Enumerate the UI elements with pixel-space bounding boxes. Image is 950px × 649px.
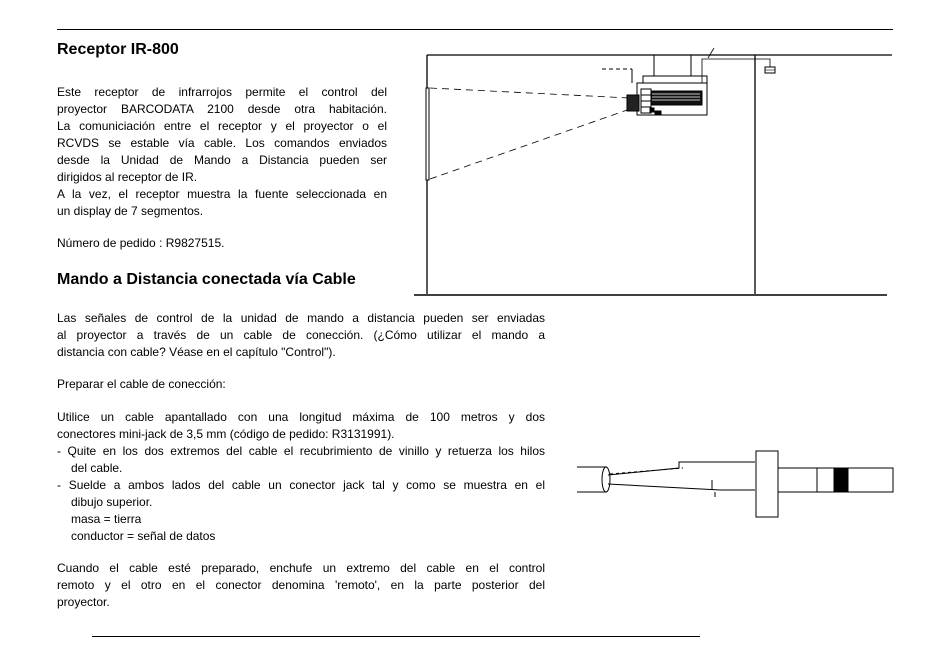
mini-jack-cable-illustration — [575, 448, 895, 520]
projection-screen — [426, 88, 429, 180]
text-line: distancia con cable? Véase en el capítulo "Control"). — [57, 345, 336, 359]
text-line: La comuniciación entre el receptor y el proyector o el — [57, 119, 387, 133]
ceiling-mount — [602, 55, 707, 83]
bottom-rule — [92, 636, 700, 637]
text-line: remoto y el otro en el conector denomina 'remoto', en la parte posterior del — [57, 578, 545, 592]
text-line: del cable. — [71, 461, 123, 475]
section-title-ir-receiver: Receptor IR-800 — [57, 41, 179, 58]
cable-pointer — [708, 48, 714, 58]
jack-insulator-ring — [834, 468, 848, 492]
connection-cable — [702, 59, 770, 83]
wired-remote-intro — [57, 310, 545, 361]
text-line: A la vez, el receptor muestra la fuente seleccionada en — [57, 187, 387, 201]
conductor-wire — [608, 462, 755, 475]
text-line: conectores mini-jack de 3,5 mm (código de pedido: R3131991). — [57, 427, 395, 441]
text-line: Este receptor de infrarrojos permite el control del — [57, 85, 387, 99]
ir-receiver-description — [57, 84, 387, 220]
jack-sleeve — [756, 451, 778, 517]
text-line: un display de 7 segmentos. — [57, 204, 204, 218]
text-line: - Quite en los dos extremos del cable el recubrimiento de vinillo y retuerza los hilos — [57, 444, 545, 458]
text-line: Las señales de control de la unidad de mando a distancia pueden ser enviadas — [57, 311, 545, 325]
ground-wire — [608, 484, 755, 490]
cable-instructions — [57, 409, 545, 545]
text-line: conductor = señal de datos — [71, 529, 216, 543]
text-line: proyector. — [57, 595, 110, 609]
prepare-cable-heading: Preparar el cable de conección: — [57, 377, 226, 391]
projector — [627, 83, 707, 115]
room-installation-illustration — [412, 45, 897, 300]
projection-rays — [430, 88, 630, 179]
text-line: masa = tierra — [71, 512, 142, 526]
text-line: al proyector a través de un cable de conección. (¿Cómo utilizar el mando a — [57, 328, 545, 342]
cable-cross-section — [602, 467, 610, 492]
text-line: proyector BARCODATA 2100 desde otra habitación. — [57, 102, 387, 116]
text-line: Cuando el cable esté preparado, enchufe un extremo del cable en el control — [57, 561, 545, 575]
text-line: RCVDS se estable vía cable. Los comandos enviados — [57, 136, 387, 150]
connect-instructions — [57, 560, 545, 611]
text-line: dirigidos al receptor de IR. — [57, 170, 198, 184]
text-line: desde la Unidad de Mando a Distancia pueden ser — [57, 153, 387, 167]
section-title-wired-remote: Mando a Distancia conectada vía Cable — [57, 271, 356, 288]
text-line: Utilice un cable apantallado con una longitud máxima de 100 metros y dos — [57, 410, 545, 424]
text-line: dibujo superior. — [71, 495, 153, 509]
top-rule — [57, 29, 893, 30]
order-number: Número de pedido : R9827515. — [57, 236, 225, 250]
text-line: - Suelde a ambos lados del cable un conector jack tal y como se muestra en el — [57, 478, 545, 492]
